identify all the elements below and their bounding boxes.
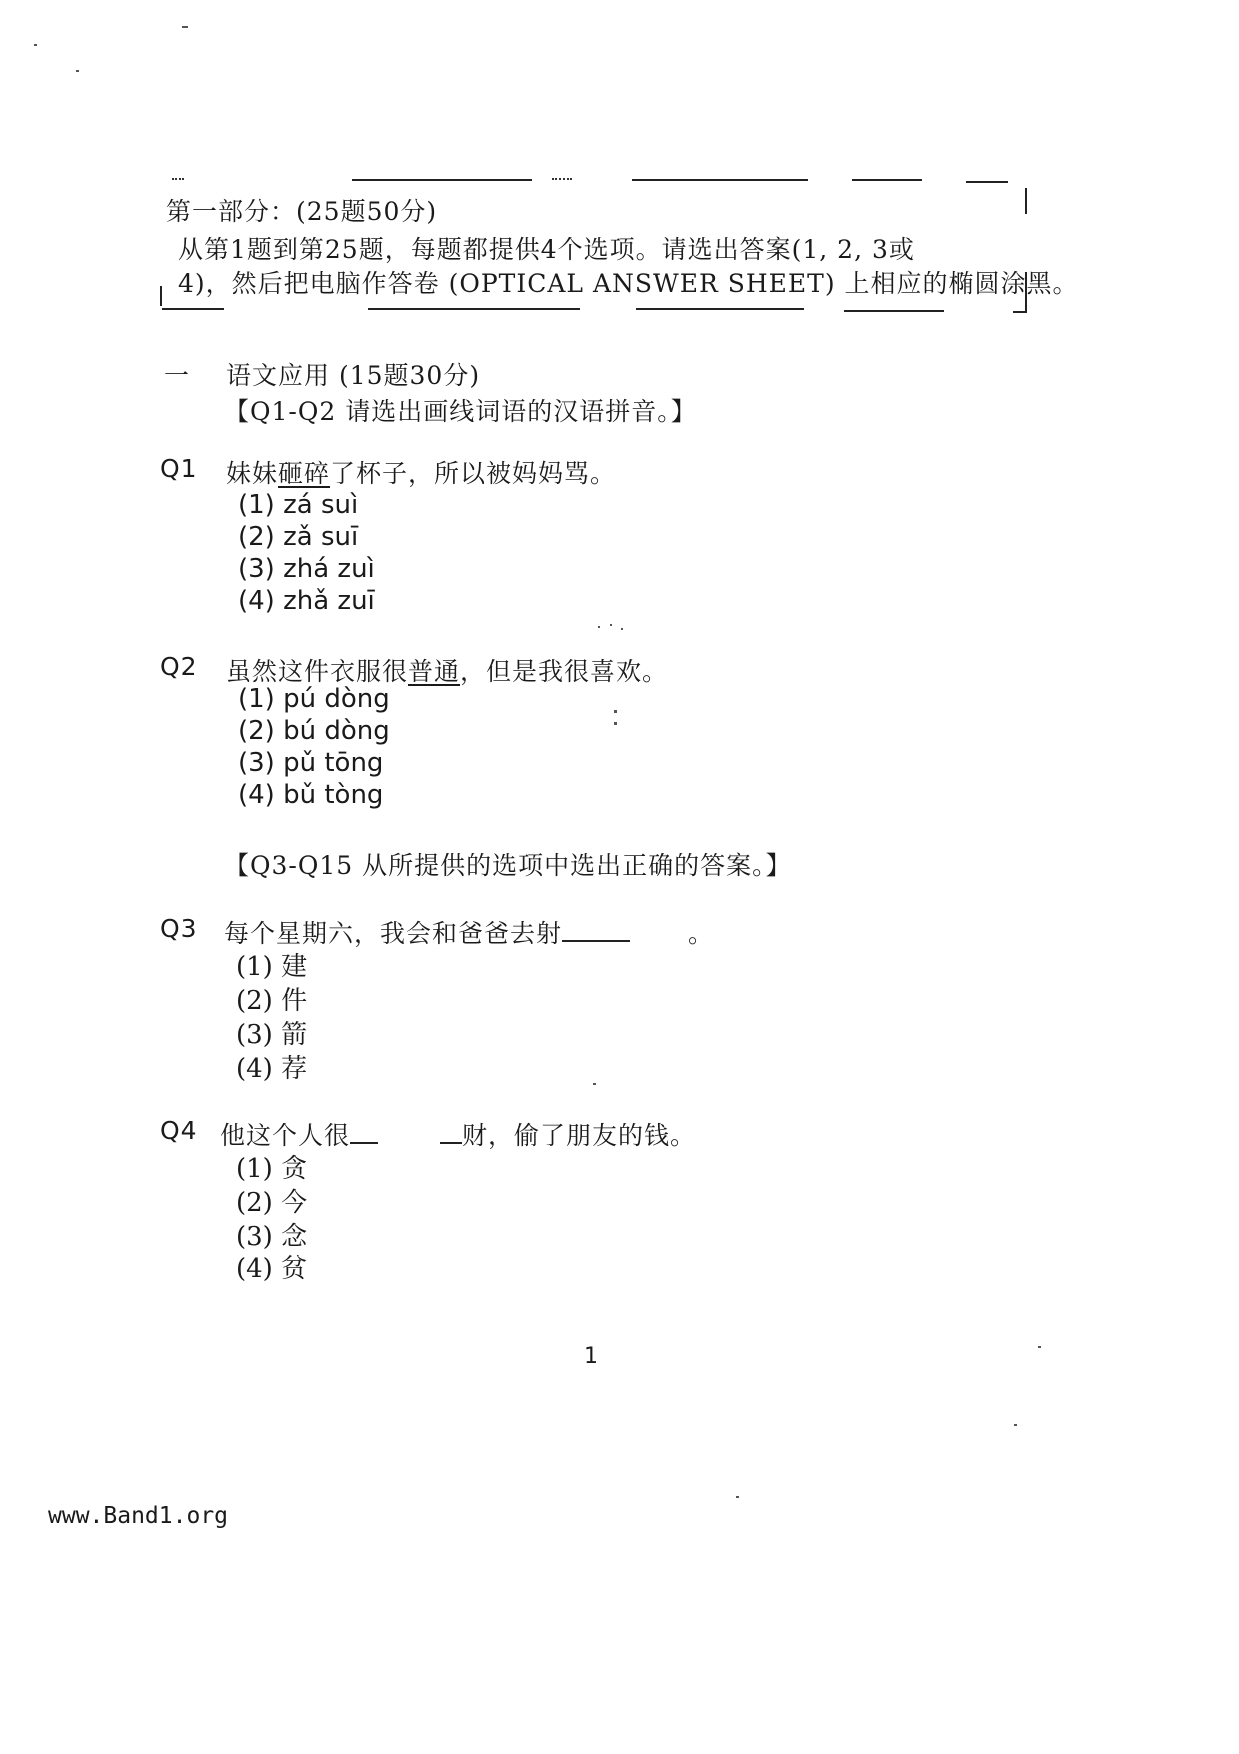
option-1: (1) pú dòng [238, 684, 390, 714]
footer-url: www.Band1.org [48, 1503, 229, 1529]
answer-blank [562, 920, 630, 942]
instruction-line-2: 4)，然后把电脑作答卷 (OPTICAL ANSWER SHEET) 上相应的椭圆涂黑。 [178, 269, 1079, 298]
option-2: (2) bú dòng [238, 716, 390, 746]
part-title: 第一部分：(25题50分) [166, 197, 438, 226]
option-4: (4) 贫 [236, 1254, 308, 1284]
question-number: Q4 [160, 1116, 198, 1145]
option-1: (1) zá suì [238, 490, 359, 520]
question-number: Q3 [160, 914, 198, 943]
option-4: (4) 荐 [236, 1054, 308, 1084]
option-3: (3) pǔ tōng [238, 748, 384, 778]
question-stem: 他这个人很 财，偷了朋友的钱。 [220, 1121, 697, 1150]
section-note-q3-q15: 【Q3-Q15 从所提供的选项中选出正确的答案。】 [224, 851, 792, 880]
page-number: 1 [584, 1344, 598, 1369]
option-3: (3) 箭 [236, 1020, 308, 1050]
question-stem: 虽然这件衣服很普通，但是我很喜欢。 [226, 657, 669, 686]
section-title: 语文应用 (15题30分) [226, 361, 481, 390]
instruction-line-1: 从第1题到第25题，每题都提供4个选项。请选出答案(1, 2, 3或 [178, 235, 915, 264]
answer-blank [350, 1122, 378, 1144]
option-2: (2) zǎ suī [238, 522, 359, 552]
option-2: (2) 件 [236, 986, 308, 1016]
underlined-word: 普通 [408, 657, 461, 686]
question-number: Q1 [160, 454, 198, 483]
option-1: (1) 建 [236, 952, 308, 982]
section-number: 一 [164, 361, 191, 390]
option-3: (3) zhá zuì [238, 554, 375, 584]
option-3: (3) 念 [236, 1222, 308, 1252]
question-number: Q2 [160, 652, 198, 681]
underlined-word: 砸碎 [278, 459, 331, 488]
option-1: (1) 贪 [236, 1154, 308, 1184]
question-stem: 每个星期六，我会和爸爸去射 。 [224, 919, 715, 948]
option-2: (2) 今 [236, 1188, 308, 1218]
option-4: (4) bǔ tòng [238, 780, 384, 810]
question-stem: 妹妹砸碎了杯子，所以被妈妈骂。 [226, 459, 617, 488]
section-note-q1-q2: 【Q1-Q2 请选出画线词语的汉语拼音。】 [224, 397, 697, 426]
option-4: (4) zhǎ zuī [238, 586, 375, 616]
